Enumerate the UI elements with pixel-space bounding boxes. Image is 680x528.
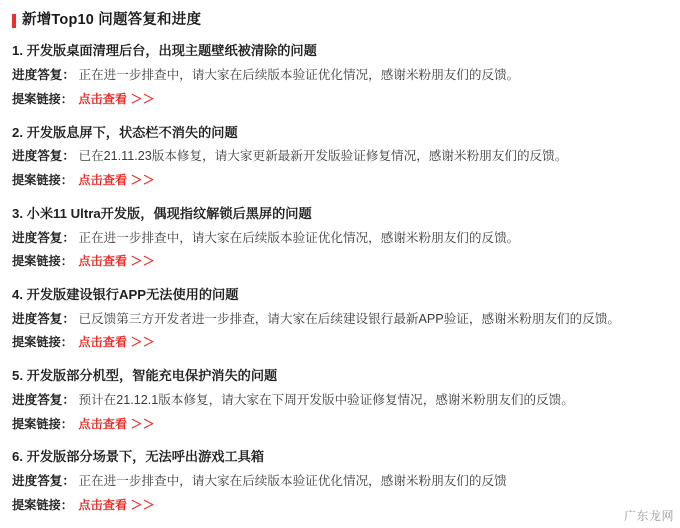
- link-arrow-icon[interactable]: ＞＞: [130, 254, 155, 269]
- answer-row: [12, 391, 668, 411]
- answer-row: [12, 310, 668, 330]
- answer-label: 进度答复：: [12, 393, 75, 408]
- proposal-link-row: [12, 171, 668, 190]
- proposal-link[interactable]: 点击查看: [78, 416, 128, 431]
- answer-text: 预计在21.12.1版本修复，请大家在下周开发版中验证修复情况，感谢米粉朋友们的反馈。: [78, 393, 574, 408]
- answer-label: 进度答复：: [12, 68, 75, 83]
- page-title: [12, 12, 668, 29]
- proposal-link-label: 提案链接：: [12, 497, 73, 512]
- question-text: 2. 开发版息屏下，状态栏不消失的问题: [12, 124, 238, 140]
- answer-label: 进度答复：: [12, 149, 75, 164]
- proposal-link[interactable]: 点击查看: [78, 172, 128, 187]
- qa-block: [12, 123, 668, 190]
- proposal-link-row: [12, 252, 668, 271]
- answer-label: 进度答复：: [12, 474, 75, 489]
- answer-text: 正在进一步排查中，请大家在后续版本验证优化情况，感谢米粉朋友们的反馈: [78, 474, 507, 489]
- proposal-link-row: [12, 90, 668, 109]
- proposal-link-row: [12, 496, 668, 515]
- link-arrow-icon[interactable]: ＞＞: [130, 91, 155, 106]
- proposal-link[interactable]: 点击查看: [78, 335, 128, 350]
- answer-label: 进度答复：: [12, 311, 75, 326]
- link-arrow-icon[interactable]: ＞＞: [130, 497, 155, 512]
- proposal-link-row: [12, 333, 668, 352]
- page-title-text: 新增Top10 问题答复和进度: [22, 12, 202, 28]
- proposal-link-label: 提案链接：: [12, 172, 73, 187]
- question-text: 5. 开发版部分机型，智能充电保护消失的问题: [12, 368, 278, 384]
- proposal-link-label: 提案链接：: [12, 91, 73, 106]
- question-text: 1. 开发版桌面清理后台，出现主题壁纸被清除的问题: [12, 43, 317, 59]
- qa-block: [12, 204, 668, 271]
- question-text: 3. 小米11 Ultra开发版，偶现指纹解锁后黑屏的问题: [12, 205, 312, 221]
- answer-row: [12, 147, 668, 167]
- qa-block: [12, 41, 668, 108]
- proposal-link[interactable]: 点击查看: [78, 91, 128, 106]
- answer-label: 进度答复：: [12, 230, 75, 245]
- answer-text: 正在进一步排查中，请大家在后续版本验证优化情况，感谢米粉朋友们的反馈。: [78, 230, 520, 245]
- question-text: 6. 开发版部分场景下，无法呼出游戏工具箱: [12, 449, 265, 465]
- watermark: 广东龙网: [623, 509, 674, 523]
- question-text: 4. 开发版建设银行APP无法使用的问题: [12, 287, 239, 303]
- qa-block: [12, 447, 668, 514]
- proposal-link[interactable]: 点击查看: [78, 254, 128, 269]
- answer-text: 已反馈第三方开发者进一步排查，请大家在后续建设银行最新APP验证，感谢米粉朋友们的反馈。: [78, 311, 621, 326]
- proposal-link-label: 提案链接：: [12, 335, 73, 350]
- qa-block: [12, 366, 668, 433]
- proposal-link-label: 提案链接：: [12, 416, 73, 431]
- answer-row: [12, 66, 668, 86]
- answer-row: [12, 472, 668, 492]
- proposal-link-label: 提案链接：: [12, 254, 73, 269]
- link-arrow-icon[interactable]: ＞＞: [130, 172, 155, 187]
- title-accent-bar: [12, 14, 16, 28]
- answer-text: 正在进一步排查中，请大家在后续版本验证优化情况，感谢米粉朋友们的反馈。: [78, 68, 520, 83]
- link-arrow-icon[interactable]: ＞＞: [130, 335, 155, 350]
- proposal-link-row: [12, 415, 668, 434]
- answer-row: [12, 229, 668, 249]
- link-arrow-icon[interactable]: ＞＞: [130, 416, 155, 431]
- proposal-link[interactable]: 点击查看: [78, 497, 128, 512]
- answer-text: 已在21.11.23版本修复，请大家更新最新开发版验证修复情况，感谢米粉朋友们的反馈。: [78, 149, 568, 164]
- qa-block: [12, 285, 668, 352]
